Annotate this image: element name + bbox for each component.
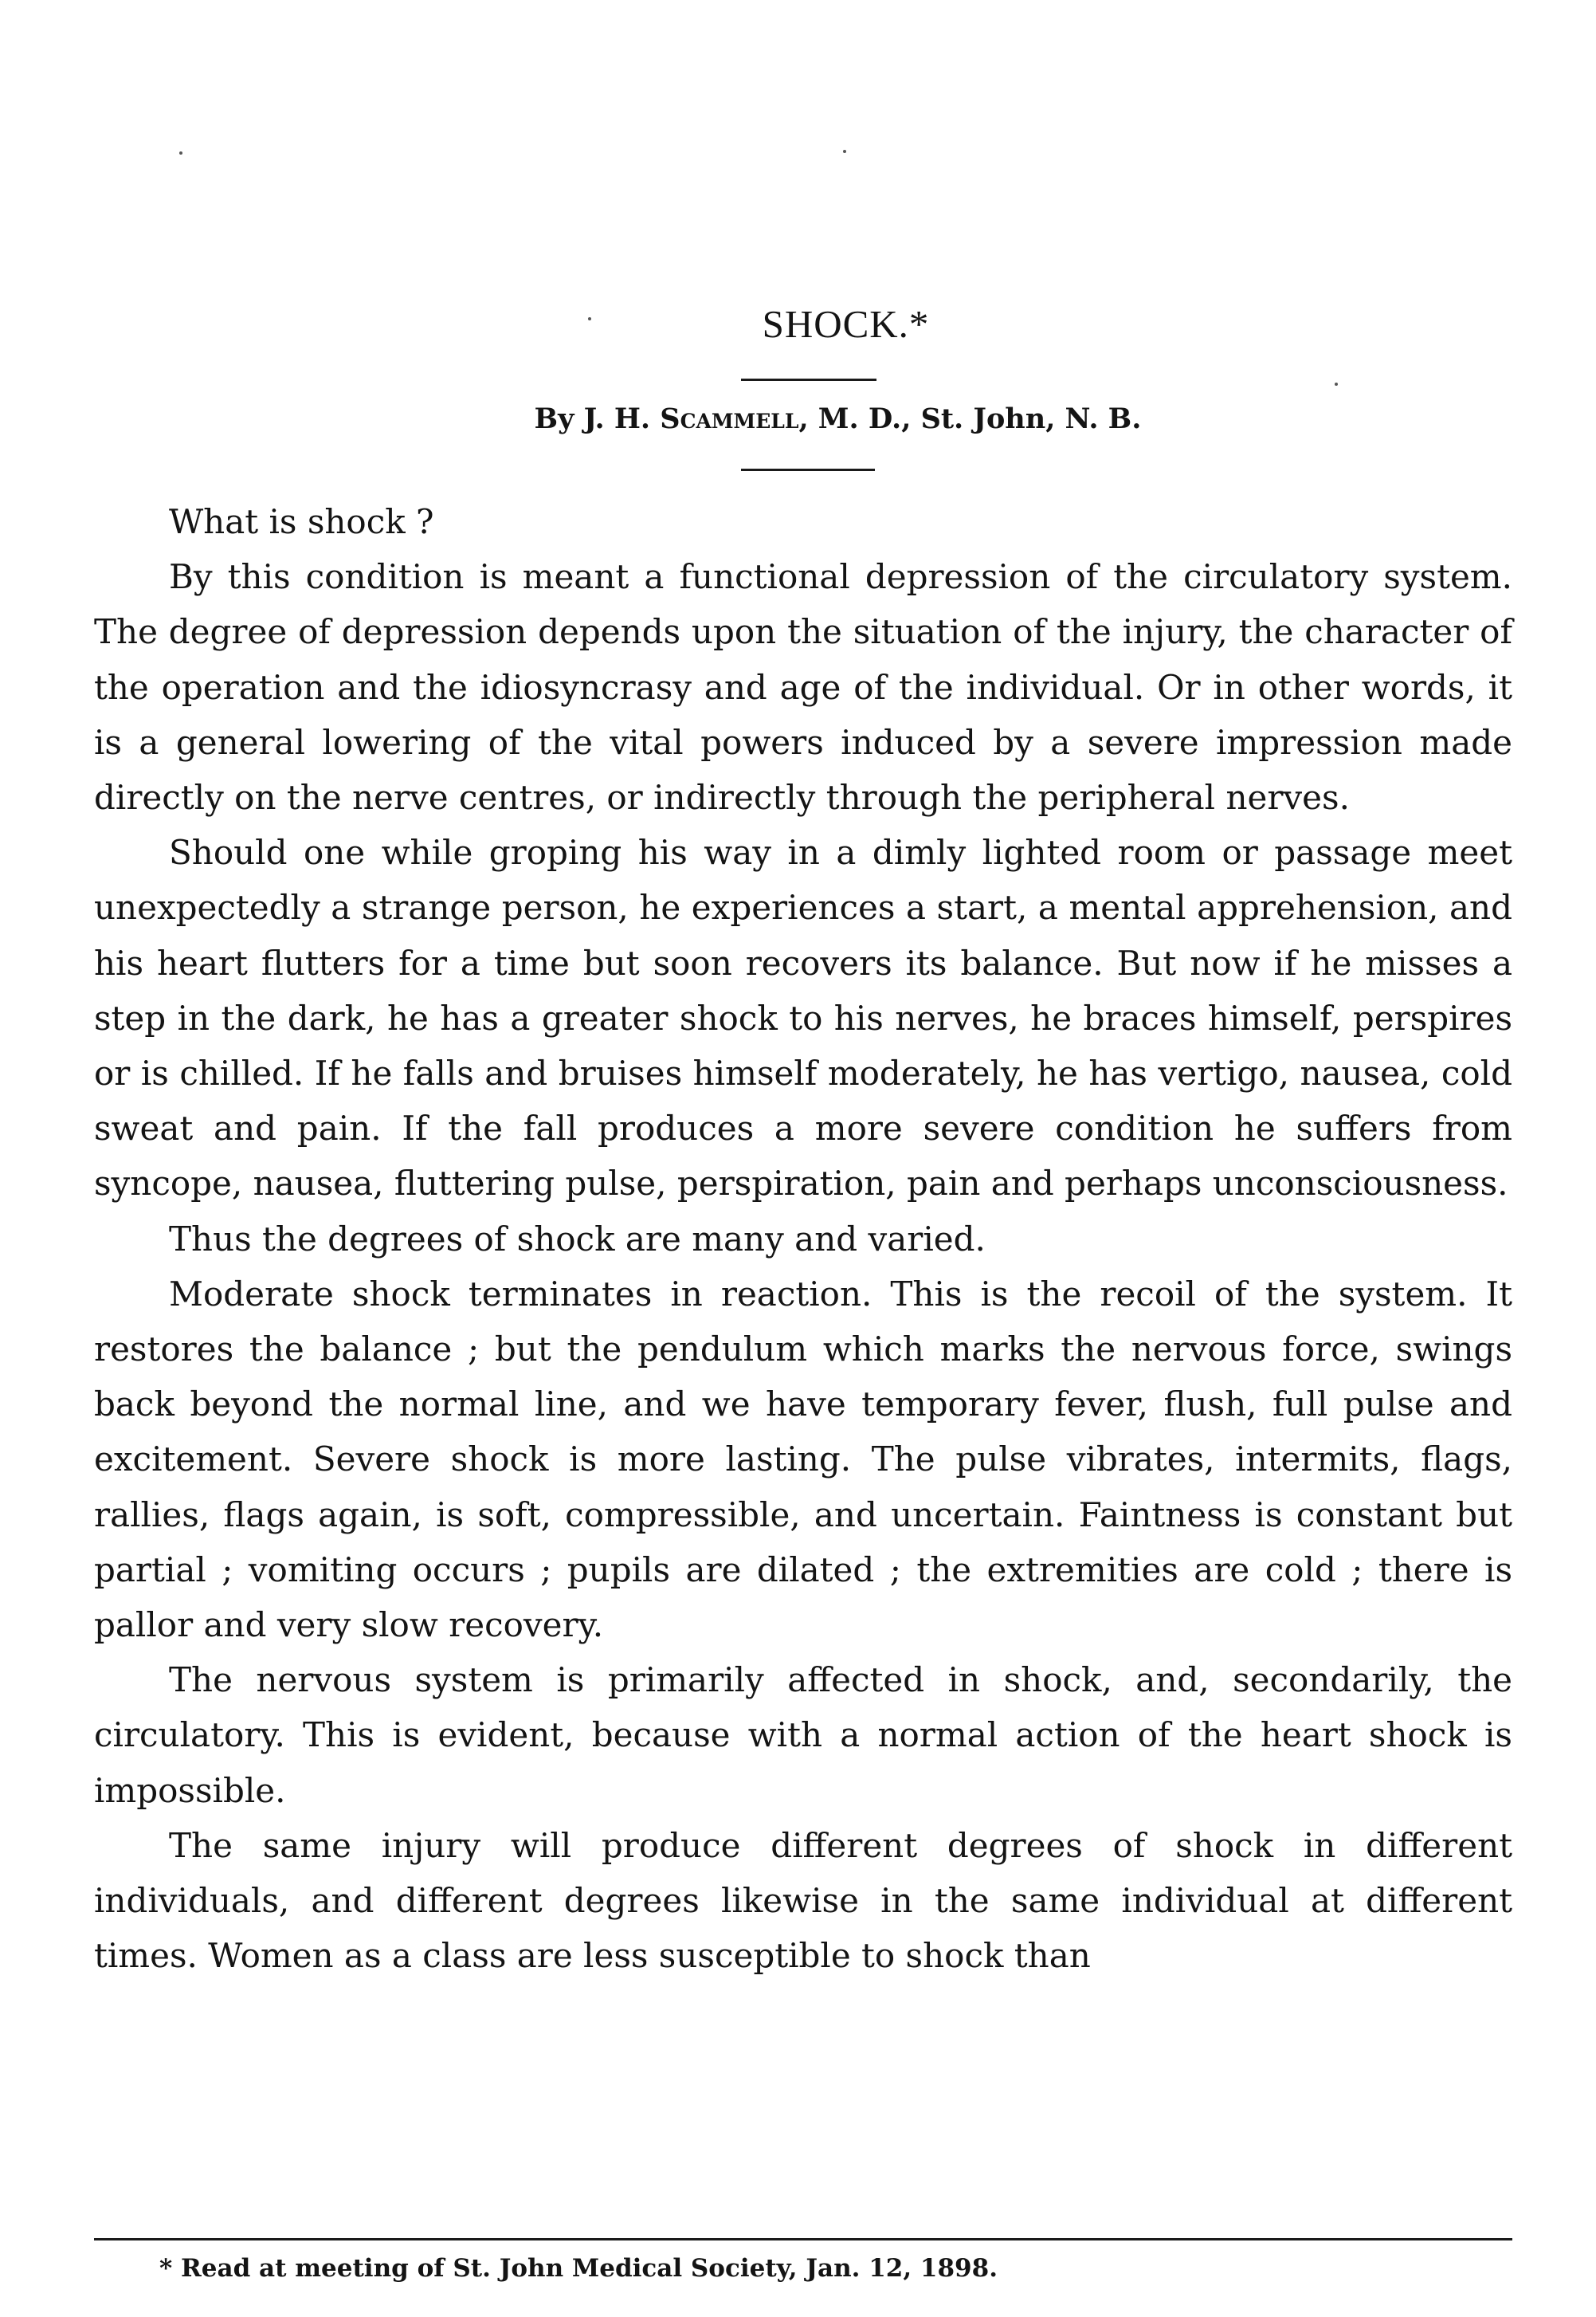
paper-speck [843, 150, 846, 153]
byline-rule [741, 469, 875, 471]
paper-speck [179, 151, 182, 155]
article-body [94, 494, 1512, 1983]
article-title: SHOCK.* [762, 302, 930, 346]
article-byline [0, 403, 1596, 435]
paragraph: The same injury will produce different degrees of shock in different individuals, and different degrees likewise in the same individual at different times. Women as a class are less susceptible to shock than [94, 1825, 1512, 1976]
paragraph: Moderate shock terminates in reaction. This is the recoil of the system. It restores the balance ; but the pendulum which marks the nervous force, swings back beyond the normal line, and we have temporary fever, flush, full pulse and excitement. Severe shock is more lasting. The pulse vibrates, intermits, flags, rallies, flags again, is soft, compressible, and uncertain. Faintness is constant but partial ; vomiting occurs ; pupils are dilated ; the extremities are cold ; there is pallor and very slow recovery. [94, 1274, 1512, 1645]
paper-speck [1335, 383, 1338, 386]
paragraph: Should one while groping his way in a dimly lighted room or passage meet unexpectedly a strange person, he experiences a start, a mental apprehension, and his heart flutters for a time but soon recovers its balance. But now if he misses a step in the dark, he has a greater shock to his nerves, he braces himself, perspires or is chilled. If he falls and bruises himself moderately, he has vertigo, nausea, cold sweat and pain. If the fall produces a more severe condition he suffers from syncope, nausea, fluttering pulse, perspiration, pain and perhaps unconsciousness. [94, 833, 1512, 1204]
paragraph: Thus the degrees of shock are many and varied. [169, 1219, 986, 1259]
footnote: * Read at meeting of St. John Medical Society, Jan. 12, 1898. [159, 2254, 998, 2283]
author-surname: Scammell [660, 403, 799, 435]
title-rule [741, 379, 876, 381]
byline-suffix: , M. D., St. John, N. B. [798, 403, 1142, 435]
paragraph: By this condition is meant a functional depression of the circulatory system. The degree of depression depends upon the situation of the injury, the character of the operation and the idiosyncrasy and age of the individual. Or in other words, it is a general lowering of the vital powers induced by a severe impression made directly on the nerve centres, or indirectly through the peripheral nerves. [94, 557, 1512, 818]
footnote-rule [94, 2238, 1512, 2240]
byline-prefix: By J. H. [534, 403, 651, 435]
paragraph: What is shock ? [169, 502, 434, 541]
paragraph: The nervous system is primarily affected in shock, and, secondarily, the circulatory. This is evident, because with a normal action of the heart shock is impossible. [94, 1660, 1512, 1810]
